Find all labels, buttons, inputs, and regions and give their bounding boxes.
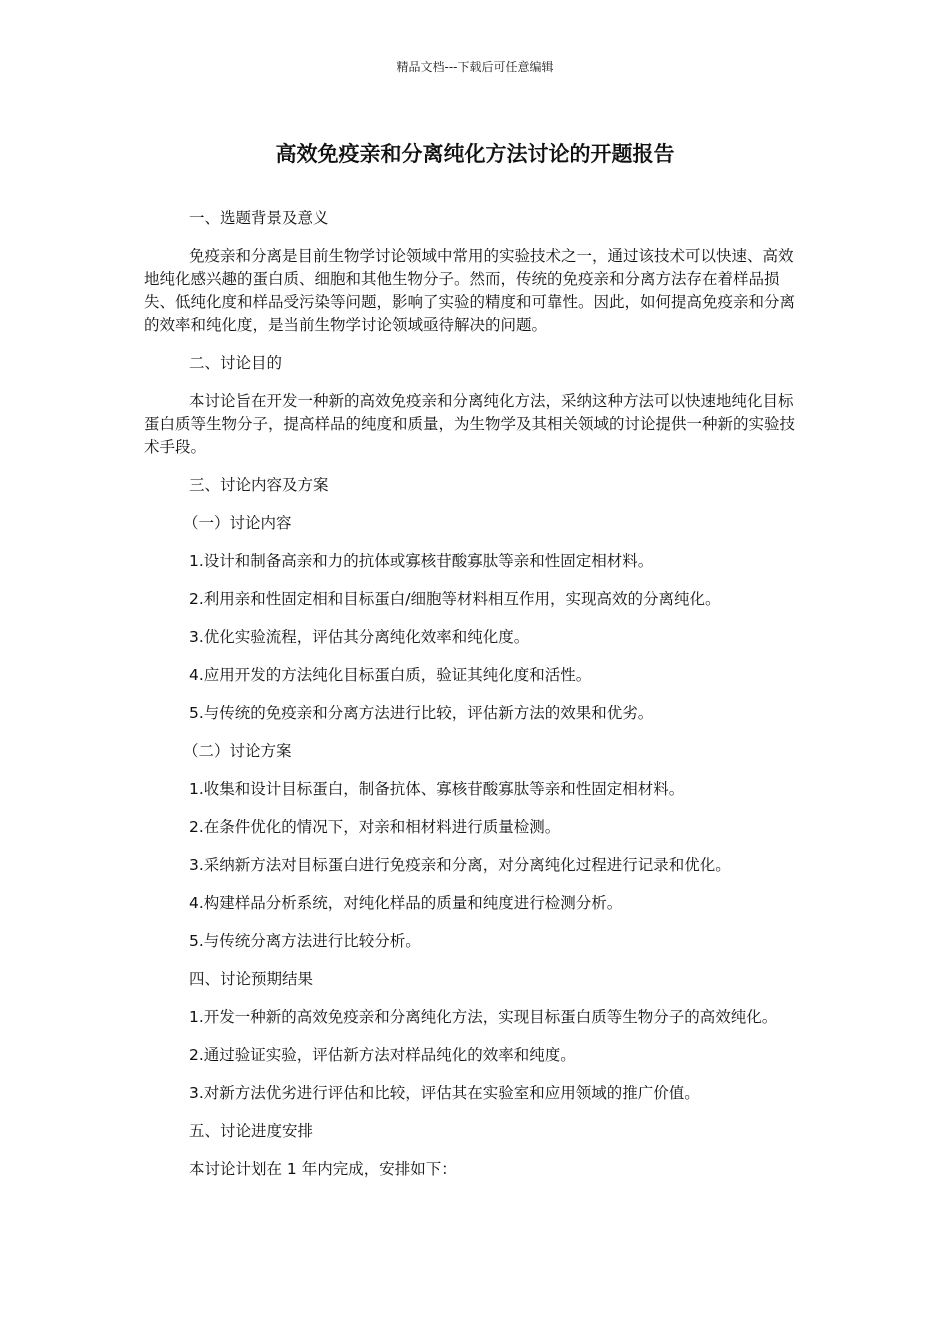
document-body	[144, 207, 808, 1196]
list-item: 5.与传统的免疫亲和分离方法进行比较，评估新方法的效果和优劣。	[189, 704, 654, 722]
list-item: 5.与传统分离方法进行比较分析。	[189, 932, 421, 950]
document-title: 高效免疫亲和分离纯化方法讨论的开题报告	[275, 142, 675, 166]
list-item: 3.对新方法优劣进行评估和比较，评估其在实验室和应用领域的推广价值。	[189, 1084, 700, 1102]
section-heading-background: 一、选题背景及意义	[189, 209, 329, 227]
section-heading-purpose: 二、讨论目的	[189, 354, 283, 372]
list-item: 4.构建样品分析系统，对纯化样品的质量和纯度进行检测分析。	[189, 894, 623, 912]
list-item: 4.应用开发的方法纯化目标蛋白质，验证其纯化度和活性。	[189, 666, 592, 684]
list-item: 1.收集和设计目标蛋白，制备抗体、寡核苷酸寡肽等亲和性固定相材料。	[189, 780, 685, 798]
section-heading-schedule: 五、讨论进度安排	[189, 1122, 314, 1140]
section-heading-expected-results: 四、讨论预期结果	[189, 970, 314, 988]
subsection-heading-plan: （二）讨论方案	[183, 742, 292, 760]
list-item: 3.采纳新方法对目标蛋白进行免疫亲和分离，对分离纯化过程进行记录和优化。	[189, 856, 731, 874]
list-item: 2.通过验证实验，评估新方法对样品纯化的效率和纯度。	[189, 1046, 576, 1064]
list-item: 3.优化实验流程，评估其分离纯化效率和纯化度。	[189, 628, 530, 646]
section-heading-content-plan: 三、讨论内容及方案	[189, 476, 329, 494]
page-header: 精品文档---下载后可任意编辑	[396, 60, 554, 74]
subsection-heading-content: （一）讨论内容	[183, 514, 292, 532]
paragraph-schedule: 本讨论计划在 1 年内完成，安排如下：	[189, 1160, 457, 1178]
list-item: 1.开发一种新的高效免疫亲和分离纯化方法，实现目标蛋白质等生物分子的高效纯化。	[189, 1008, 778, 1026]
paragraph-purpose: 本讨论旨在开发一种新的高效免疫亲和分离纯化方法，采纳这种方法可以快速地纯化目标蛋白质等生物分子，提高样品的纯度和质量，为生物学及其相关领域的讨论提供一种新的实验技术手段。	[144, 392, 796, 456]
list-item: 1.设计和制备高亲和力的抗体或寡核苷酸寡肽等亲和性固定相材料。	[189, 552, 654, 570]
paragraph-background: 免疫亲和分离是目前生物学讨论领域中常用的实验技术之一，通过该技术可以快速、高效地纯化感兴趣的蛋白质、细胞和其他生物分子。然而，传统的免疫亲和分离方法存在着样品损失、低纯化度和样品受污染等问题，影响了实验的精度和可靠性。因此，如何提高免疫亲和分离的效率和纯化度，是当前生物学讨论领域亟待解决的问题。	[144, 247, 796, 334]
list-item: 2.利用亲和性固定相和目标蛋白/细胞等材料相互作用，实现高效的分离纯化。	[189, 590, 721, 608]
list-item: 2.在条件优化的情况下，对亲和相材料进行质量检测。	[189, 818, 561, 836]
